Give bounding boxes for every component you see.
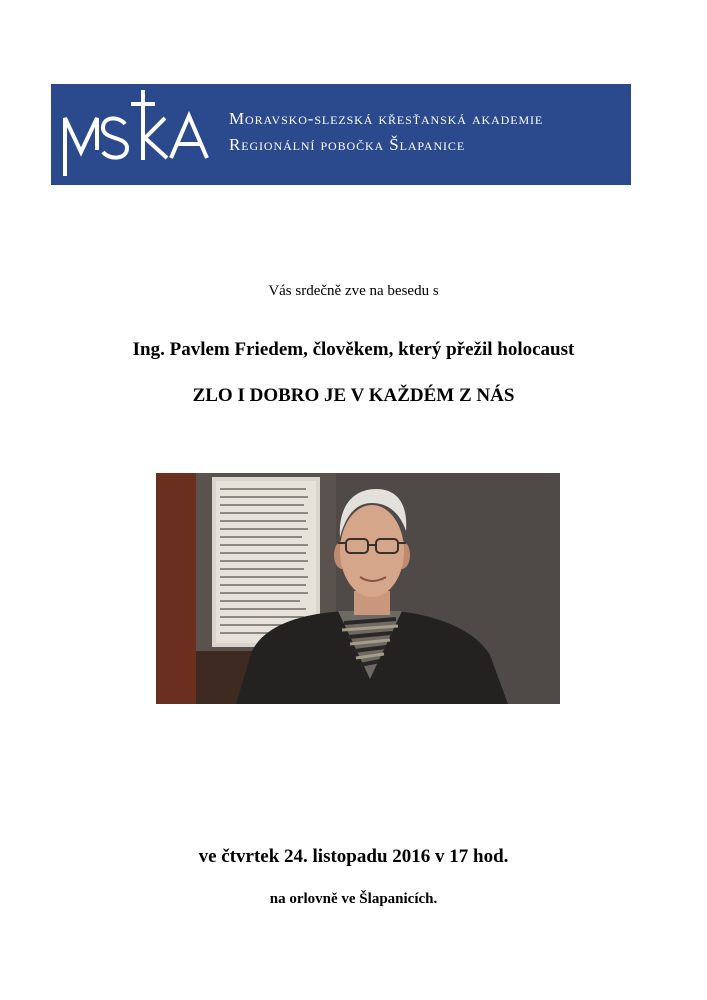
- header-banner: [51, 84, 631, 185]
- msca-logo: [59, 88, 217, 180]
- event-venue: na orlovně ve Šlapanicích.: [269, 891, 438, 907]
- invitation-text: Vás srdečně zve na besedu s: [268, 283, 439, 299]
- event-title: ZLO I DOBRO JE V KAŽDÉM Z NÁS: [192, 385, 515, 406]
- branch-name: Regionální pobočka Šlapanice: [229, 135, 466, 154]
- guest-line: Ing. Pavlem Friedem, člověkem, který přežil holocaust: [132, 339, 575, 360]
- banner-text: [229, 106, 543, 158]
- speaker-photo: [156, 473, 560, 704]
- event-date-time: ve čtvrtek 24. listopadu 2016 v 17 hod.: [198, 846, 509, 867]
- organization-name: Moravsko-slezská křesťanská akademie: [229, 109, 544, 128]
- speaker-photo-illustration: [156, 473, 560, 704]
